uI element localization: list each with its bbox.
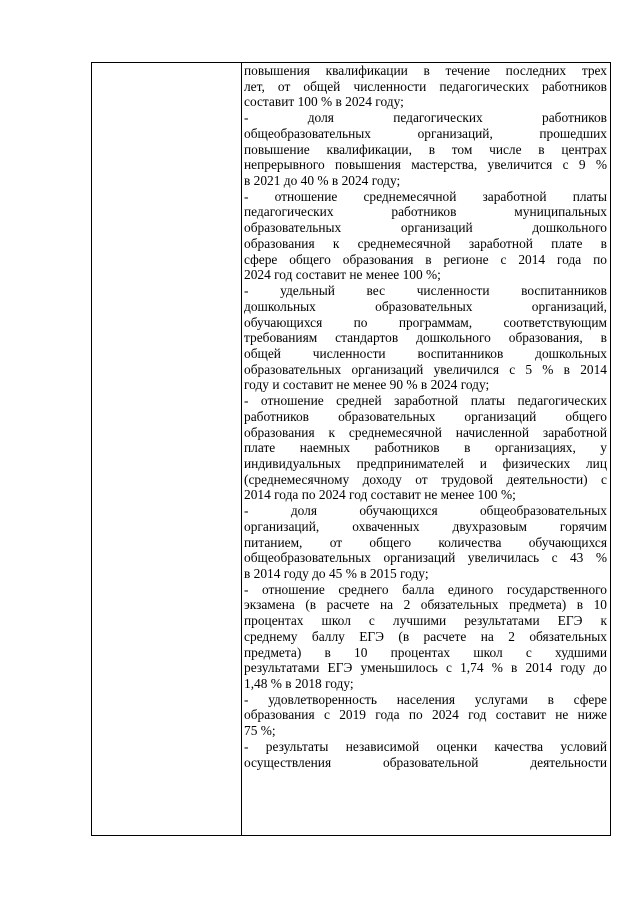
text-line: 2024 год составит не менее 100 %; bbox=[244, 267, 441, 283]
document-table bbox=[91, 62, 611, 836]
text-line: требованиям стандартов дошкольного образования, в bbox=[244, 330, 607, 346]
text-line: (среднемесячному доходу от трудовой деятельности) с bbox=[244, 471, 607, 487]
text-line: экзамена (в расчете на 2 обязательных предмета) в 10 bbox=[244, 597, 607, 613]
text-line: году и составит не менее 90 % в 2024 году; bbox=[244, 377, 490, 393]
text-line: сфере общего образования в регионе с 2014 года по bbox=[244, 251, 607, 267]
text-line: - отношение среднего балла единого государственного bbox=[244, 581, 607, 597]
text-line: непрерывного повышения мастерства, увеличится с 9 % bbox=[244, 157, 607, 173]
text-line: предмета) в 10 процентах школ с худшими bbox=[244, 644, 607, 660]
text-line: лет, от общей численности педагогических работников bbox=[244, 78, 607, 94]
text-line: повышение квалификации, в том числе в центрах bbox=[244, 141, 607, 157]
text-line: плате наемных работников в организациях, у bbox=[244, 440, 607, 456]
text-line: обучающихся по программам, соответствующим bbox=[244, 314, 607, 330]
text-line: повышения квалификации в течение последних трех bbox=[244, 63, 607, 78]
text-line: образовательных организаций дошкольного bbox=[244, 220, 607, 236]
text-line: - удовлетворенность населения услугами в сфере bbox=[244, 691, 607, 707]
text-line: осуществления образовательной деятельности bbox=[244, 754, 607, 770]
text-line: - результаты независимой оценки качества условий bbox=[244, 738, 607, 754]
text-line: общей численности воспитанников дошкольных bbox=[244, 345, 607, 361]
text-line: педагогических работников муниципальных bbox=[244, 204, 607, 220]
text-line: питанием, от общего количества обучающихся bbox=[244, 534, 607, 550]
text-line: индивидуальных предпринимателей и физических лиц bbox=[244, 455, 607, 471]
text-line: процентах школ с лучшими результатами ЕГЭ к bbox=[244, 613, 607, 629]
text-line: образования к среднемесячной начисленной заработной bbox=[244, 424, 607, 440]
text-line: - отношение средней заработной платы педагогических bbox=[244, 393, 607, 409]
text-line: организаций, охваченных двухразовым горячим bbox=[244, 518, 607, 534]
text-line: общеобразовательных организаций увеличилась с 43 % bbox=[244, 550, 607, 566]
text-line: в 2021 до 40 % в 2024 году; bbox=[244, 173, 401, 189]
text-line: составит 100 % в 2024 году; bbox=[244, 94, 404, 110]
text-line: - удельный вес численности воспитанников bbox=[244, 283, 607, 299]
text-line: образования к среднемесячной заработной плате в bbox=[244, 235, 607, 251]
table-right-cell bbox=[242, 63, 610, 835]
text-line: - доля обучающихся общеобразовательных bbox=[244, 503, 607, 519]
table-left-cell bbox=[92, 63, 242, 835]
text-line: работников образовательных организаций общего bbox=[244, 408, 607, 424]
text-line: - доля педагогических работников bbox=[244, 110, 607, 126]
text-line: 75 %; bbox=[244, 723, 276, 739]
text-line: общеобразовательных организаций, прошедших bbox=[244, 125, 607, 141]
text-line: образования с 2019 года по 2024 год составит не ниже bbox=[244, 707, 607, 723]
text-line: 2014 года по 2024 год составит не менее 100 %; bbox=[244, 487, 516, 503]
text-line: образовательных организаций увеличился с 5 % в 2014 bbox=[244, 361, 607, 377]
text-line: дошкольных образовательных организаций, bbox=[244, 298, 607, 314]
text-line: в 2014 году до 45 % в 2015 году; bbox=[244, 566, 429, 581]
text-line: результатами ЕГЭ уменьшилось с 1,74 % в 2014 году до bbox=[244, 660, 607, 676]
text-line: среднему баллу ЕГЭ (в расчете на 2 обязательных bbox=[244, 628, 607, 644]
text-line: 1,48 % в 2018 году; bbox=[244, 676, 354, 692]
text-line: - отношение среднемесячной заработной платы bbox=[244, 188, 607, 204]
